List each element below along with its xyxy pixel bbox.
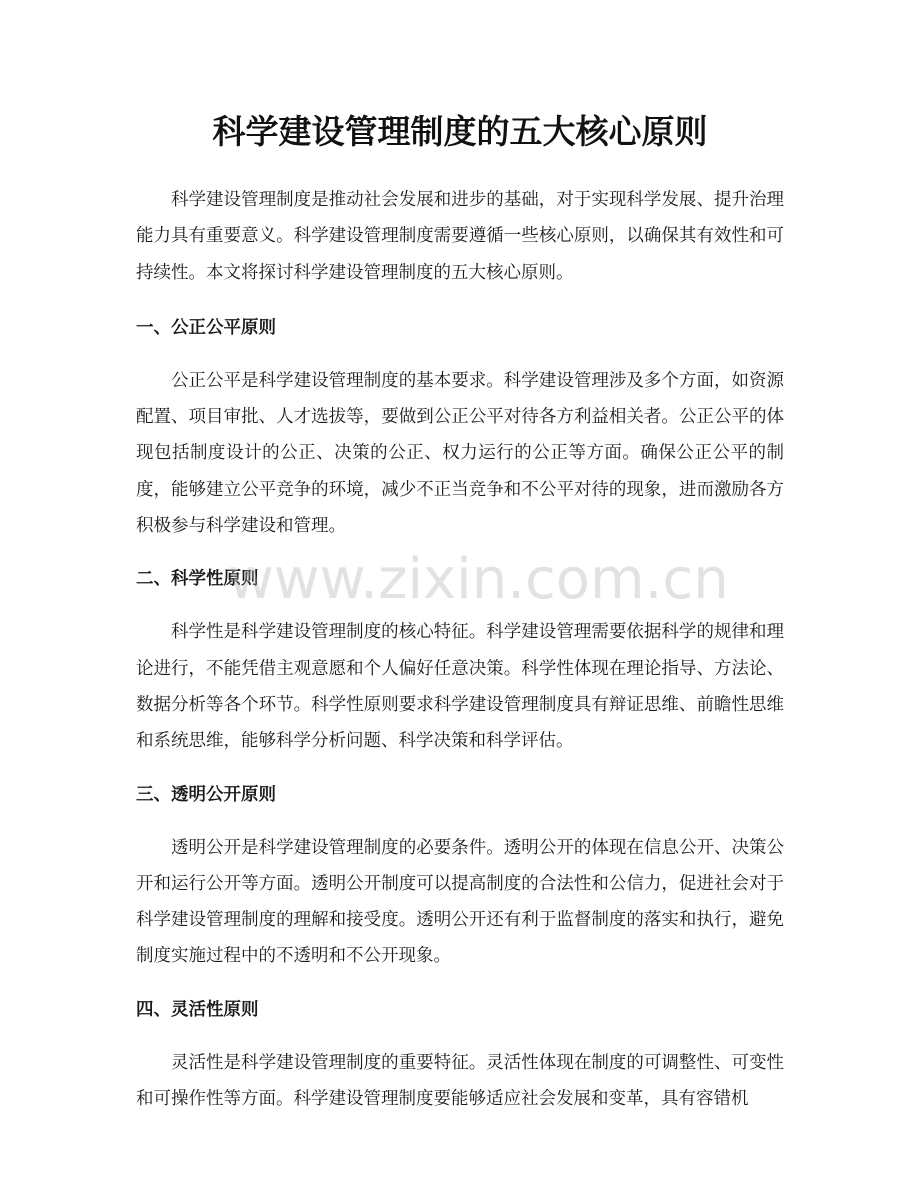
section-1 [136,313,784,544]
section-4 [136,995,784,1118]
intro-paragraph: 科学建设管理制度是推动社会发展和进步的基础，对于实现科学发展、提升治理能力具有重要意义。科学建设管理制度需要遵循一些核心原则，以确保其有效性和可持续性。本文将探讨科学建设管理制度的五大核心原则。 [136,190,784,283]
section-3 [136,780,784,975]
section-heading: 一、公正公平原则 [136,317,276,338]
section-paragraph: 公正公平是科学建设管理制度的基本要求。科学建设管理涉及多个方面，如资源配置、项目审批、人才选拔等，要做到公正公平对待各方利益相关者。公正公平的体现包括制度设计的公正、决策的公正、权力运行的公正等方面。确保公正公平的制度，能够建立公平竞争的环境，减少不正当竞争和不公平对待的现象，进而激励各方积极参与科学建设和管理。 [136,370,784,537]
page-title: 科学建设管理制度的五大核心原则 [212,112,708,151]
section-paragraph: 科学性是科学建设管理制度的核心特征。科学建设管理需要依据科学的规律和理论进行，不能凭借主观意愿和个人偏好任意决策。科学性体现在理论指导、方法论、数据分析等各个环节。科学性原则要求科学建设管理制度具有辩证思维、前瞻性思维和系统思维，能够科学分析问题、科学决策和科学评估。 [136,622,784,752]
watermark-text: www.zixin.com.cn [228,547,729,612]
section-paragraph: 透明公开是科学建设管理制度的必要条件。透明公开的体现在信息公开、决策公开和运行公开等方面。透明公开制度可以提高制度的合法性和公信力，促进社会对于科学建设管理制度的理解和接受度。透明公开还有利于监督制度的落实和执行，避免制度实施过程中的不透明和不公开现象。 [136,837,784,967]
section-paragraph: 灵活性是科学建设管理制度的重要特征。灵活性体现在制度的可调整性、可变性和可操作性等方面。科学建设管理制度要能够适应社会发展和变革，具有容错机 [136,1052,784,1110]
section-2 [136,564,784,759]
section-heading: 四、灵活性原则 [136,999,259,1020]
section-heading: 三、透明公开原则 [136,784,276,805]
document-body [136,182,784,1137]
section-heading: 二、科学性原则 [136,569,259,590]
